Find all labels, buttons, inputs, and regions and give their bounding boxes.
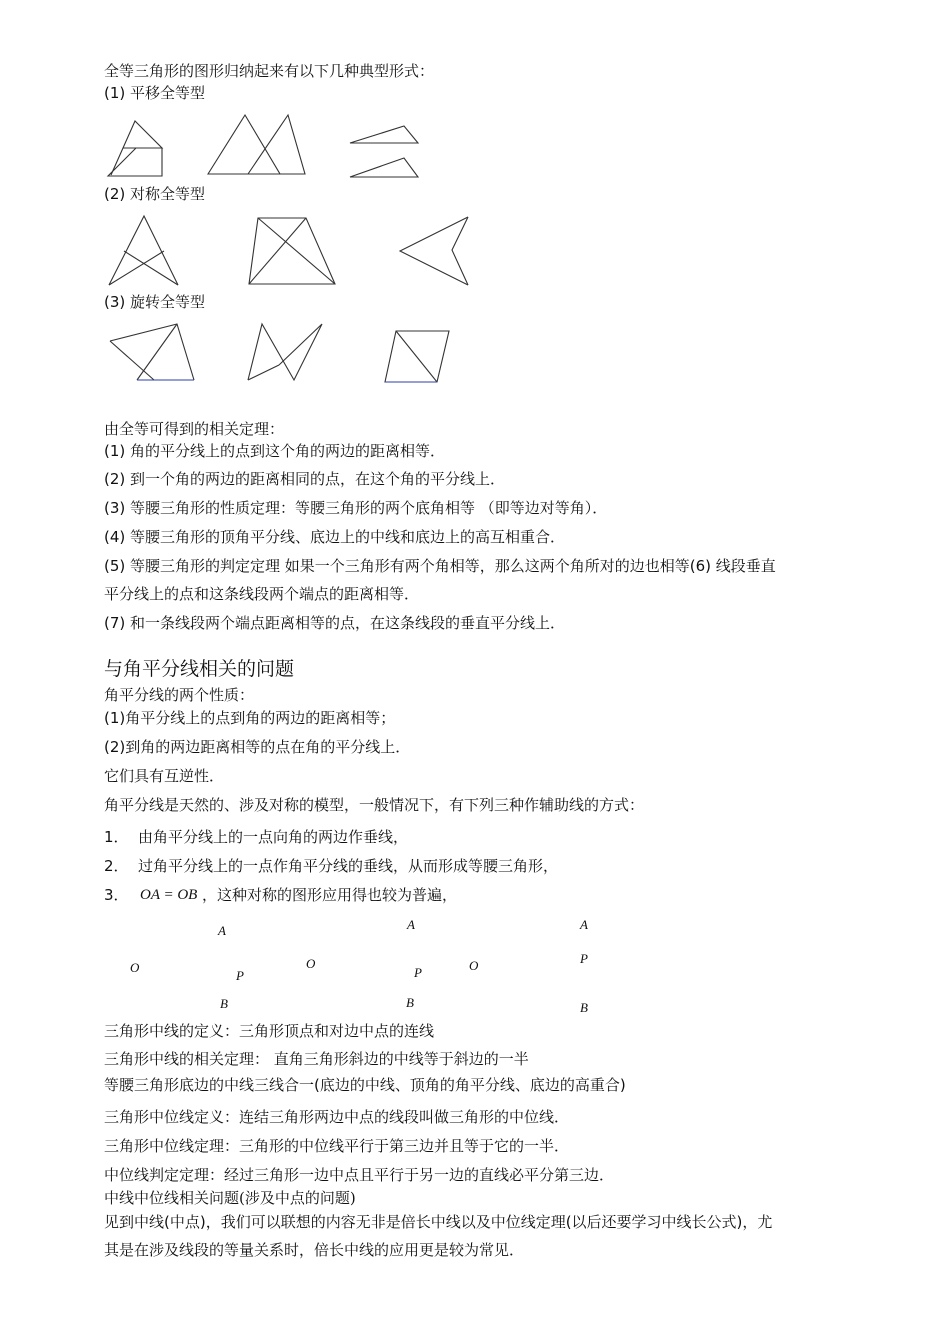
paragraph-line: 其是在涉及线段的等量关系时，倍长中线的应用更是较为常见． <box>104 1241 525 1259</box>
method-2: 过角平分线上的一点作角平分线的垂线，从而形成等腰三角形， <box>138 857 559 875</box>
midline-judgement: 中位线判定定理：经过三角形一边中点且平行于另一边的直线必平分第三边． <box>104 1166 615 1184</box>
theorem-item: (3) 等腰三角形的性质定理：等腰三角形的两个底角相等 （即等边对等角）． <box>104 499 608 517</box>
theorem-item: (4) 等腰三角形的顶角平分线、底边上的中线和底边上的高互相重合． <box>104 528 566 546</box>
intro-text: 全等三角形的图形归纳起来有以下几种典型形式： <box>104 62 435 80</box>
theorem-item: (5) 等腰三角形的判定定理 如果一个三角形有两个角相等，那么这两个角所对的边也相等(6) 线段垂直 <box>104 557 776 575</box>
median-theorem: 三角形中线的相关定理： 直角三角形斜边的中线等于斜边的一半 <box>104 1050 529 1068</box>
method-3: ，这种对称的图形应用得也较为普遍， <box>202 886 458 904</box>
theorem-item: (7) 和一条线段两个端点距离相等的点，在这条线段的垂直平分线上． <box>104 614 566 632</box>
point-label-P: P <box>236 968 244 983</box>
props-heading: 角平分线的两个性质： <box>104 686 255 704</box>
type-translation-heading: (1) 平移全等型 <box>104 84 206 102</box>
property-2: (2)到角的两边距离相等的点在角的平分线上． <box>104 738 411 756</box>
translation-figure-2 <box>208 115 305 174</box>
point-label-P: P <box>580 951 588 966</box>
theorem-item: (2) 到一个角的两边的距离相同的点，在这个角的平分线上． <box>104 470 506 488</box>
type-symmetry-heading: (2) 对称全等型 <box>104 185 206 203</box>
symmetry-figure-2 <box>249 218 335 284</box>
point-label-B: B <box>406 995 414 1010</box>
midline-theorem: 三角形中位线定理：三角形的中位线平行于第三边并且等于它的一半． <box>104 1137 570 1155</box>
point-label-P: P <box>414 965 422 980</box>
symmetry-figure-1 <box>109 216 178 285</box>
method-number: 1． <box>104 828 129 846</box>
property-1: (1)角平分线上的点到角的两边的距离相等； <box>104 709 396 727</box>
methods-intro: 角平分线是天然的、涉及对称的模型，一般情况下，有下列三种作辅助线的方式： <box>104 796 645 814</box>
theorem-item: (1) 角的平分线上的点到这个角的两边的距离相等． <box>104 442 446 460</box>
problems-title: 中线中位线相关问题(涉及中点的问题) <box>104 1189 356 1207</box>
method-number: 2． <box>104 857 129 875</box>
translation-figure-3 <box>350 126 418 177</box>
method-1: 由角平分线上的一点向角的两边作垂线， <box>138 828 409 846</box>
point-label-O: O <box>130 960 140 975</box>
theorem-item: 平分线上的点和这条线段两个端点的距离相等． <box>104 585 420 603</box>
isosceles-median: 等腰三角形底边的中线三线合一(底边的中线、顶角的角平分线、底边的高重合) <box>104 1076 626 1094</box>
translation-figure-1 <box>108 121 162 176</box>
point-label-B: B <box>580 1000 588 1015</box>
rotation-figure-2 <box>248 324 322 380</box>
paragraph-line: 见到中线(中点)，我们可以联想的内容无非是倍长中线以及中位线定理(以后还要学习中线长公式)，尤 <box>104 1213 773 1231</box>
point-label-O: O <box>306 956 316 971</box>
point-label-A: A <box>218 923 226 938</box>
point-label-B: B <box>220 996 228 1011</box>
type-rotation-heading: (3) 旋转全等型 <box>104 293 206 311</box>
point-label-A: A <box>407 917 415 932</box>
point-label-O: O <box>469 958 479 973</box>
rotation-figure-3 <box>385 331 449 382</box>
method-number: 3． <box>104 886 129 904</box>
congruent-triangle-figures <box>0 0 950 400</box>
point-label-A: A <box>580 917 588 932</box>
median-definition: 三角形中线的定义：三角形顶点和对边中点的连线 <box>104 1022 435 1040</box>
rotation-figure-1 <box>110 324 194 380</box>
theorems-heading: 由全等可得到的相关定理： <box>104 420 285 438</box>
method-3-formula: OA = OB <box>140 887 198 903</box>
section-title: 与角平分线相关的问题 <box>104 658 295 680</box>
midline-definition: 三角形中位线定义：连结三角形两边中点的线段叫做三角形的中位线． <box>104 1108 570 1126</box>
symmetry-figure-3 <box>400 217 468 285</box>
inverse-note: 它们具有互逆性． <box>104 767 225 785</box>
